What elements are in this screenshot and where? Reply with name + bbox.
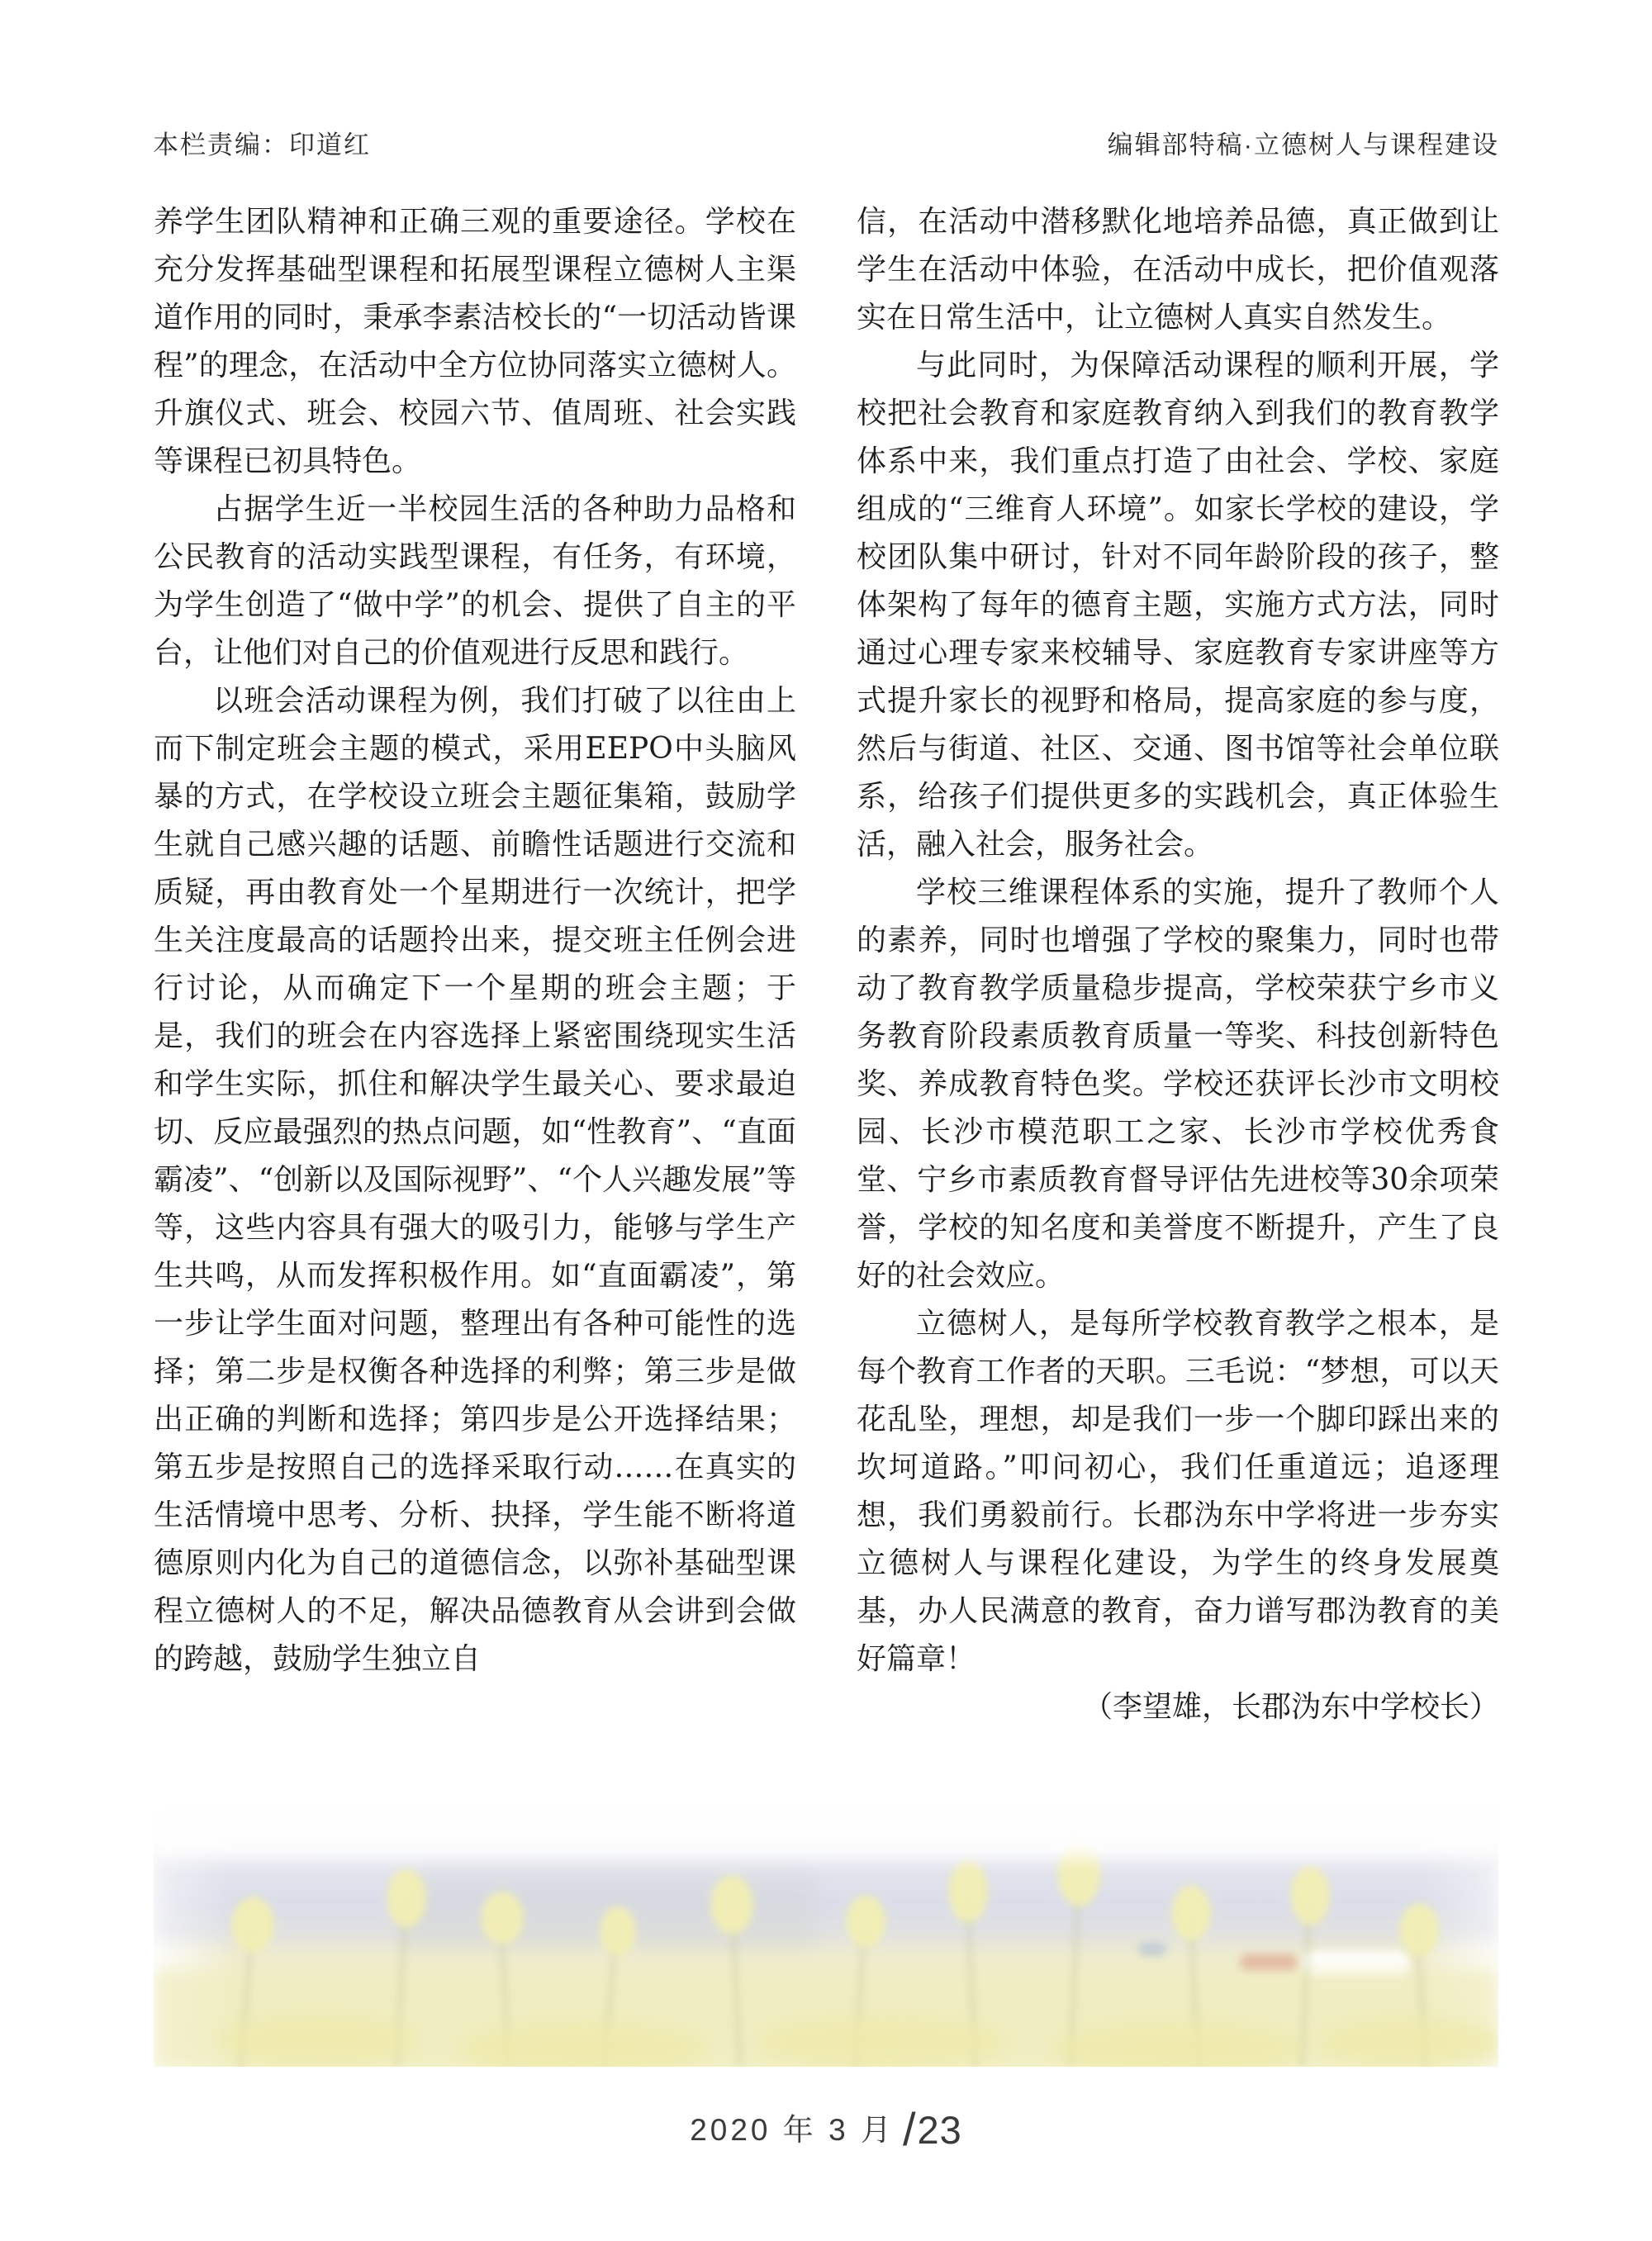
page-number: 23 bbox=[917, 2108, 962, 2152]
paragraph: 以班会活动课程为例，我们打破了以往由上而下制定班会主题的模式，采用EEPO中头脑风暴的方式，在学校设立班会主题征集箱，鼓励学生就自己感兴趣的话题、前瞻性话题进行交流和质疑，再由教育处一个星期进行一次统计，把学生关注度最高的话题拎出来，提交班主任例会进行讨论，从而确定下一个星期的班会主题；于是，我们的班会在内容选择上紧密围绕现实生活和学生实际，抓住和解决学生最关心、要求最迫切、反应最强烈的热点问题，如“性教育”、“直面霸凌”、“创新以及国际视野”、“个人兴趣发展”等等，这些内容具有强大的吸引力，能够与学生产生共鸣，从而发挥积极作用。如“直面霸凌”，第一步让学生面对问题，整理出有各种可能性的选择；第二步是权衡各种选择的利弊；第三步是做出正确的判断和选择；第四步是公开选择结果；第五步是按照自己的选择采取行动……在真实的生活情境中思考、分析、抉择，学生能不断将道德原则内化为自己的道德信念，以弥补基础型课程立德树人的不足，解决品德教育从会讲到会做的跨越，鼓励学生独立自 bbox=[154, 684, 796, 1676]
footer-slash: / bbox=[902, 2103, 916, 2155]
page-header bbox=[153, 124, 1499, 161]
section-title: 编辑部特稿·立德树人与课程建设 bbox=[1107, 131, 1499, 159]
column-editor-credit: 本栏责编：印道红 bbox=[153, 131, 371, 159]
article-left-column bbox=[154, 198, 796, 1683]
field-photo-art bbox=[154, 1801, 1498, 2067]
paragraph: 与此同时，为保障活动课程的顺利开展，学校把社会教育和家庭教育纳入到我们的教育教学体系中来，我们重点打造了由社会、学校、家庭组成的“三维育人环境”。如家长学校的建设，学校团队集中研讨，针对不同年龄阶段的孩子，整体架构了每年的德育主题，实施方式方法，同时通过心理专家来校辅导、家庭教育专家讲座等方式提升家长的视野和格局，提高家庭的参与度，然后与街道、社区、交通、图书馆等社会单位联系，给孩子们提供更多的实践机会，真正体验生活，融入社会，服务社会。 bbox=[857, 349, 1499, 862]
paragraph: 养学生团队精神和正确三观的重要途径。学校在充分发挥基础型课程和拓展型课程立德树人主渠道作用的同时，秉承李素洁校长的“一切活动皆课程”的理念，在活动中全方位协同落实立德树人。升旗仪式、班会、校园六节、值周班、社会实践等课程已初具特色。 bbox=[154, 205, 796, 478]
rapeseed-field-photo bbox=[154, 1801, 1498, 2067]
paragraph: 占据学生近一半校园生活的各种助力品格和公民教育的活动实践型课程，有任务，有环境，为学生创造了“做中学”的机会、提供了自主的平台，让他们对自己的价值观进行反思和践行。 bbox=[154, 492, 796, 670]
article-right-column bbox=[857, 198, 1499, 1731]
paragraph: 信，在活动中潜移默化地培养品德，真正做到让学生在活动中体验，在活动中成长，把价值观落实在日常生活中，让立德树人真实自然发生。 bbox=[857, 205, 1499, 335]
paragraph: 学校三维课程体系的实施，提升了教师个人的素养，同时也增强了学校的聚集力，同时也带动了教育教学质量稳步提高，学校荣获宁乡市义务教育阶段素质教育质量一等奖、科技创新特色奖、养成教育特色奖。学校还获评长沙市文明校园、长沙市模范职工之家、长沙市学校优秀食堂、宁乡市素质教育督导评估先进校等30余项荣誉，学校的知名度和美誉度不断提升，产生了良好的社会效应。 bbox=[857, 876, 1499, 1293]
issue-date: 2020 年 3 月 bbox=[690, 2113, 895, 2147]
page-footer bbox=[0, 2102, 1652, 2156]
paragraph: 立德树人，是每所学校教育教学之根本，是每个教育工作者的天职。三毛说：“梦想，可以天花乱坠，理想，却是我们一步一个脚印踩出来的坎坷道路。”叩问初心，我们任重道远；追逐理想，我们勇毅前行。长郡沩东中学将进一步夯实立德树人与课程化建设，为学生的终身发展奠基，办人民满意的教育，奋力谱写郡沩教育的美好篇章！ bbox=[857, 1307, 1499, 1676]
right-column-paragraphs bbox=[857, 198, 1499, 1683]
author-byline: （李望雄，长郡沩东中学校长） bbox=[1082, 1690, 1499, 1724]
